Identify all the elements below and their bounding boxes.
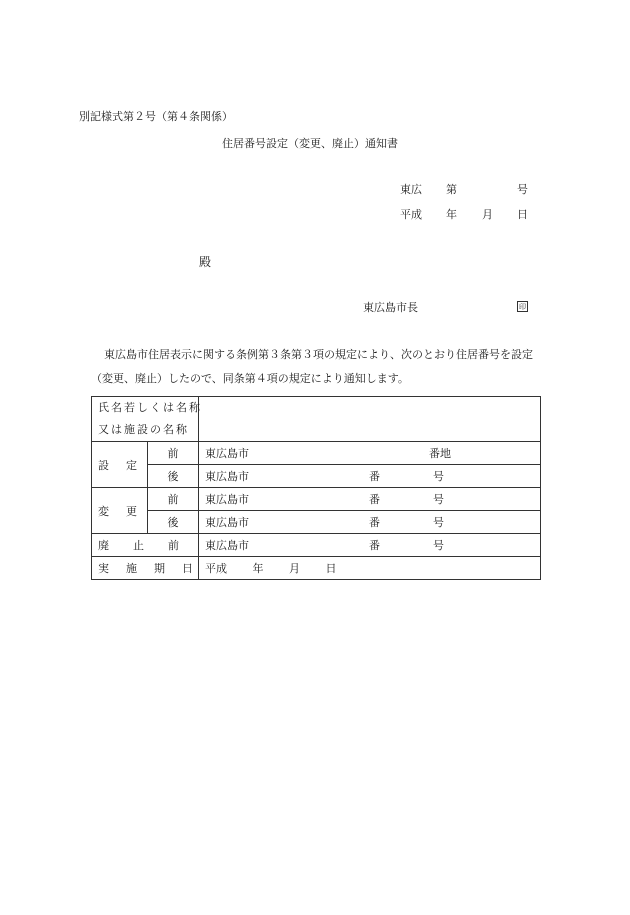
name-label-cell bbox=[92, 397, 202, 442]
date-day: 日 bbox=[517, 208, 528, 221]
ban-label: 番 bbox=[369, 470, 380, 483]
henkou-label: 変更 bbox=[92, 488, 148, 534]
city-name: 東広島市 bbox=[205, 493, 249, 506]
go-label: 号 bbox=[433, 539, 444, 552]
name-value-cell bbox=[199, 397, 541, 442]
name-label-line1: 氏名若しくは名称 bbox=[98, 401, 202, 414]
addressee-suffix: 殿 bbox=[199, 255, 212, 269]
address-cell bbox=[199, 465, 541, 488]
form-number-label: 別記様式第２号（第４条関係） bbox=[79, 110, 233, 123]
body-text: 東広島市住居表示に関する条例第３条第３項の規定により、次のとおり住居番号を設定（変更、廃止）したので、同条第４項の規定により通知します。 bbox=[91, 348, 533, 385]
address-cell bbox=[199, 442, 541, 465]
ban-label: 番 bbox=[369, 516, 380, 529]
ato-label: 後 bbox=[148, 465, 199, 488]
mae-label: 前 bbox=[148, 442, 199, 465]
table-row bbox=[92, 442, 541, 465]
city-name: 東広島市 bbox=[205, 516, 249, 529]
seal-stamp: 印 bbox=[519, 303, 526, 311]
table-date-day: 日 bbox=[325, 562, 337, 575]
ref-number-prefix: 第 bbox=[446, 183, 457, 196]
table-date-era: 平成 bbox=[205, 562, 227, 575]
address-cell bbox=[199, 534, 541, 557]
ref-office: 東広 bbox=[400, 183, 422, 196]
ato-label: 後 bbox=[148, 511, 199, 534]
haishimae-label: 廃止前 bbox=[92, 534, 199, 557]
table-row bbox=[92, 557, 541, 580]
table-row bbox=[92, 534, 541, 557]
table-row bbox=[92, 465, 541, 488]
mae-label: 前 bbox=[148, 488, 199, 511]
date-cell bbox=[199, 557, 541, 580]
go-label: 号 bbox=[433, 516, 444, 529]
city-name: 東広島市 bbox=[205, 470, 249, 483]
ban-label: 番 bbox=[369, 493, 380, 506]
ref-number-suffix: 号 bbox=[517, 183, 528, 196]
settei-label: 設定 bbox=[92, 442, 148, 488]
issuer-name: 東広島市長 bbox=[363, 301, 418, 314]
date-month: 月 bbox=[482, 208, 493, 221]
address-cell bbox=[199, 511, 541, 534]
name-label-line2: 又は施設の名称 bbox=[98, 423, 189, 436]
table-date-month: 月 bbox=[289, 562, 300, 575]
table-row bbox=[92, 511, 541, 534]
table-row bbox=[92, 488, 541, 511]
address-cell bbox=[199, 488, 541, 511]
city-name: 東広島市 bbox=[205, 447, 249, 460]
go-label: 号 bbox=[433, 470, 444, 483]
table-date-year: 年 bbox=[252, 562, 264, 575]
date-year: 年 bbox=[446, 208, 457, 221]
notice-table bbox=[91, 396, 541, 580]
document-title: 住居番号設定（変更、廃止）通知書 bbox=[222, 137, 398, 150]
ban-label: 番 bbox=[369, 539, 380, 552]
banchi-label: 番地 bbox=[429, 447, 451, 460]
city-name: 東広島市 bbox=[205, 539, 249, 552]
table-row-name bbox=[92, 397, 541, 442]
go-label: 号 bbox=[433, 493, 444, 506]
date-era: 平成 bbox=[400, 208, 422, 221]
jisshibi-label: 実施期日 bbox=[92, 557, 199, 580]
